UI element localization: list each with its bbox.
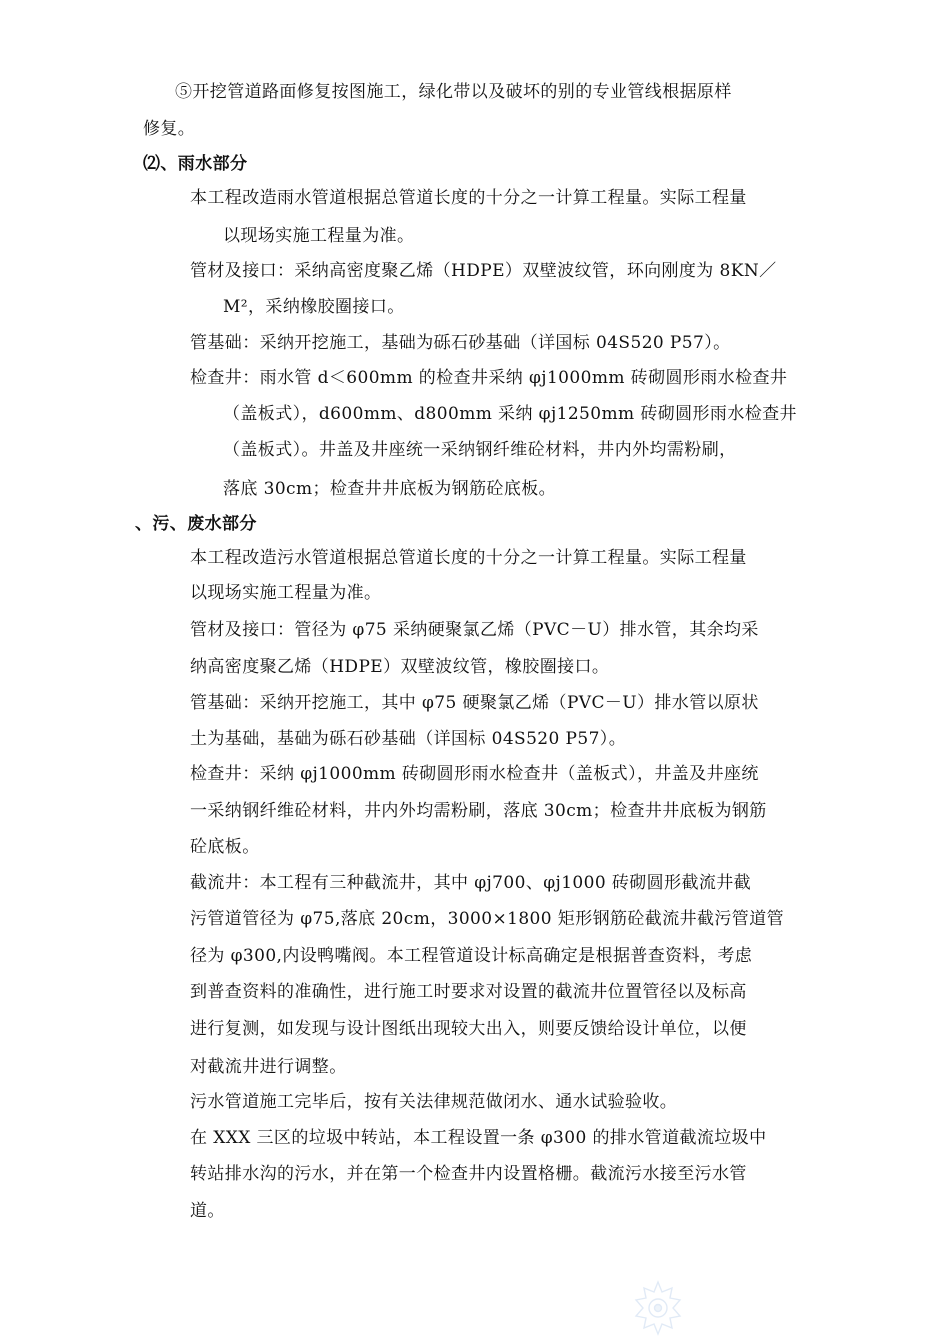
text-line: （盖板式），d600mm、d800mm 采纳 φj1250mm 砖砌圆形雨水检查井 [223, 404, 797, 424]
text-line: 管材及接口：采纳高密度聚乙烯（HDPE）双壁波纹管，环向刚度为 8KN／ [190, 261, 777, 281]
text-line: （盖板式）。井盖及井座统一采纳钢纤维砼材料，井内外均需粉刷， [223, 440, 737, 460]
text-line: 本工程改造污水管道根据总管道长度的十分之一计算工程量。实际工程量 [190, 548, 747, 568]
text-line: 管基础：采纳开挖施工，其中 φ75 硬聚氯乙烯（PVC－U）排水管以原状 [190, 693, 759, 713]
text-line: 污水管道施工完毕后，按有关法律规范做闭水、通水试验验收。 [190, 1092, 678, 1112]
text-line: 截流井：本工程有三种截流井，其中 φj700、φj1000 砖砌圆形截流井截 [190, 873, 752, 893]
text-line: 污管道管径为 φ75,落底 20cm，3000×1800 矩形钢筋砼截流井截污管道管 [190, 909, 784, 929]
text-line: 修复。 [143, 119, 196, 139]
text-line: 径为 φ300,内设鸭嘴阀。本工程管道设计标高确定是根据普查资料，考虑 [190, 946, 753, 966]
text-line: 管基础：采纳开挖施工，基础为砾石砂基础（详国标 04S520 P57）。 [190, 333, 731, 353]
text-line: 转站排水沟的污水，并在第一个检查井内设置格栅。截流污水接至污水管 [190, 1164, 747, 1184]
text-line: 以现场实施工程量为准。 [223, 226, 415, 246]
text-line: M²，采纳橡胶圈接口。 [223, 297, 405, 317]
text-line: 纳高密度聚乙烯（HDPE）双壁波纹管，橡胶圈接口。 [190, 657, 610, 677]
text-line: 管材及接口：管径为 φ75 采纳硬聚氯乙烯（PVC－U）排水管，其余均采 [190, 620, 759, 640]
text-line: 本工程改造雨水管道根据总管道长度的十分之一计算工程量。实际工程量 [190, 188, 747, 208]
text-line: 一采纳钢纤维砼材料，井内外均需粉刷，落底 30cm；检查井井底板为钢筋 [190, 801, 767, 821]
text-line: 土为基础，基础为砾石砂基础（详国标 04S520 P57）。 [190, 729, 627, 749]
text-line: ⑤开挖管道路面修复按图施工，绿化带以及破坏的别的专业管线根据原样 [175, 82, 732, 102]
text-line: 在 XXX 三区的垃圾中转站，本工程设置一条 φ300 的排水管道截流垃圾中 [190, 1128, 767, 1148]
text-line: 砼底板。 [190, 837, 260, 857]
text-line: 对截流井进行调整。 [190, 1057, 347, 1077]
text-line: 以现场实施工程量为准。 [190, 583, 382, 603]
text-line: 进行复测，如发现与设计图纸出现较大出入，则要反馈给设计单位，以便 [190, 1019, 747, 1039]
text-line: 检查井：雨水管 d＜600mm 的检查井采纳 φj1000mm 砖砌圆形雨水检查井 [190, 368, 788, 388]
watermark-emblem-icon [628, 1278, 688, 1338]
section-heading: ⑵、雨水部分 [143, 154, 248, 174]
section-heading: 、污、废水部分 [135, 514, 257, 534]
text-line: 道。 [190, 1201, 225, 1221]
text-line: 到普查资料的准确性，进行施工时要求对设置的截流井位置管径以及标高 [190, 982, 747, 1002]
text-line: 落底 30cm；检查井井底板为钢筋砼底板。 [223, 479, 557, 499]
text-line: 检查井：采纳 φj1000mm 砖砌圆形雨水检查井（盖板式），井盖及井座统 [190, 764, 759, 784]
